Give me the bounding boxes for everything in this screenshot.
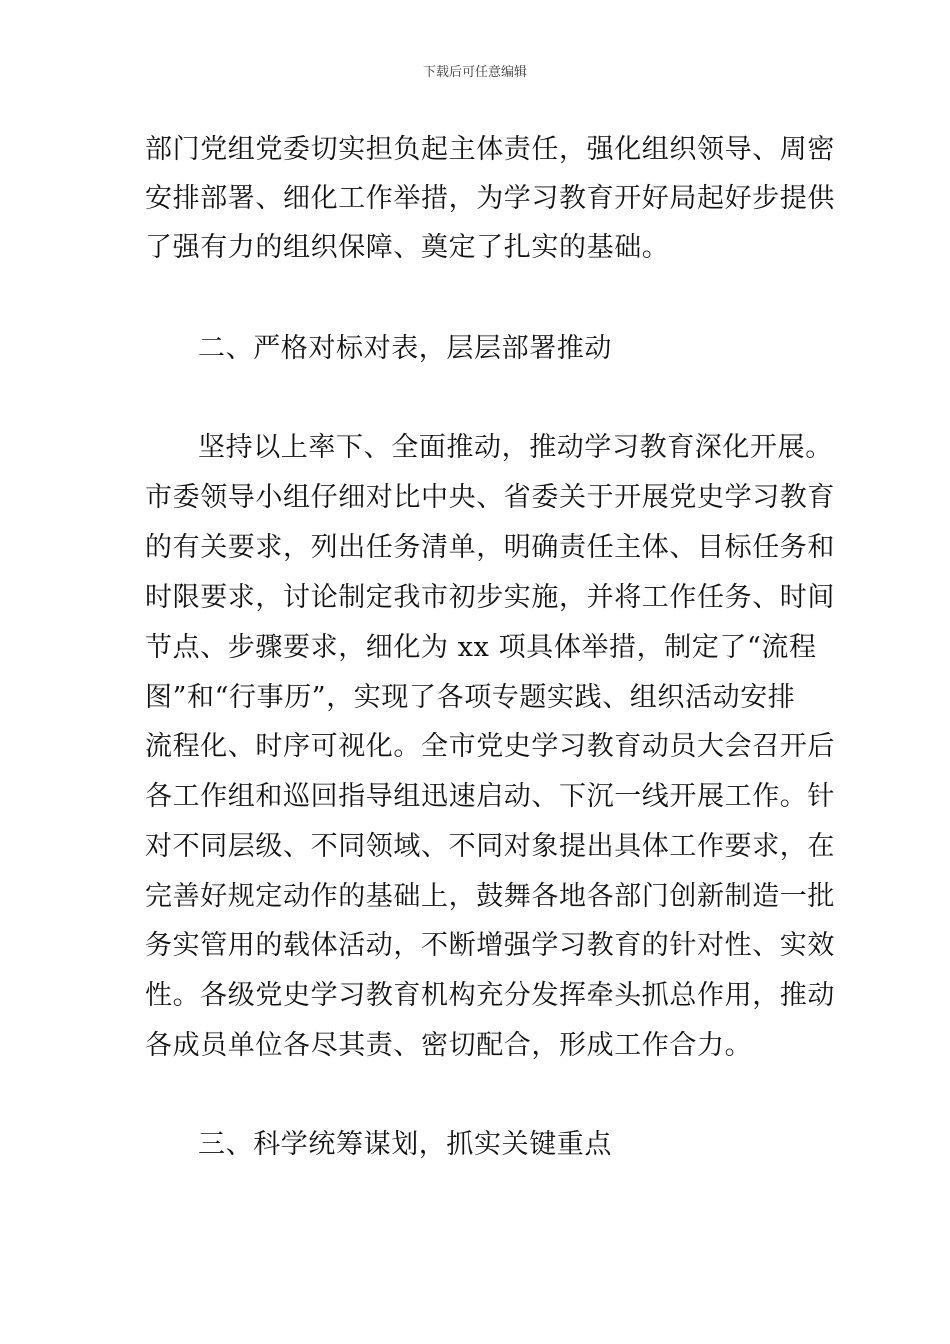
section-heading-3: 三、科学统筹谋划，抓实关键重点: [198, 1129, 612, 1160]
paragraph-2-line-8: 各工作组和巡回指导组迅速启动、下沉一线开展工作。针: [145, 781, 835, 812]
paragraph-2-line-7: 流程化、时序可视化。全市党史学习教育动员大会召开后: [145, 731, 835, 762]
paragraph-1-line-3: 了强有力的组织保障、奠定了扎实的基础。: [145, 232, 670, 263]
paragraph-2-line-13: 各成员单位各尽其责、密切配合，形成工作合力。: [145, 1030, 753, 1061]
section-heading-2: 二、严格对标对表，层层部署推动: [198, 333, 612, 364]
paragraph-2-line-4: 时限要求，讨论制定我市初步实施，并将工作任务、时间: [145, 582, 835, 613]
page-header: 下载后可任意编辑: [422, 65, 527, 80]
paragraph-1-line-2: 安排部署、细化工作举措，为学习教育开好局起好步提供: [145, 183, 835, 214]
paragraph-2-line-12: 性。各级党史学习教育机构充分发挥牵头抓总作用，推动: [145, 980, 835, 1011]
paragraph-2-line-9: 对不同层级、不同领域、不同对象提出具体工作要求，在: [145, 831, 835, 862]
paragraph-2-line-10: 完善好规定动作的基础上，鼓舞各地各部门创新制造一批: [145, 881, 835, 912]
paragraph-2-line-2: 市委领导小组仔细对比中央、省委关于开展党史学习教育: [145, 482, 835, 513]
paragraph-1-line-1: 部门党组党委切实担负起主体责任，强化组织领导、周密: [145, 134, 835, 165]
paragraph-2-line-3: 的有关要求，列出任务清单，明确责任主体、目标任务和: [145, 532, 835, 563]
paragraph-2-line-1: 坚持以上率下、全面推动，推动学习教育深化开展。: [198, 432, 833, 463]
paragraph-2-line-11: 务实管用的载体活动，不断增强学习教育的针对性、实效: [145, 930, 835, 961]
paragraph-2-line-6: 图”和“行事历”，实现了各项专题实践、组织活动安排: [145, 682, 796, 713]
paragraph-2-line-5: 节点、步骤要求，细化为 xx 项具体举措，制定了“流程: [145, 632, 817, 663]
